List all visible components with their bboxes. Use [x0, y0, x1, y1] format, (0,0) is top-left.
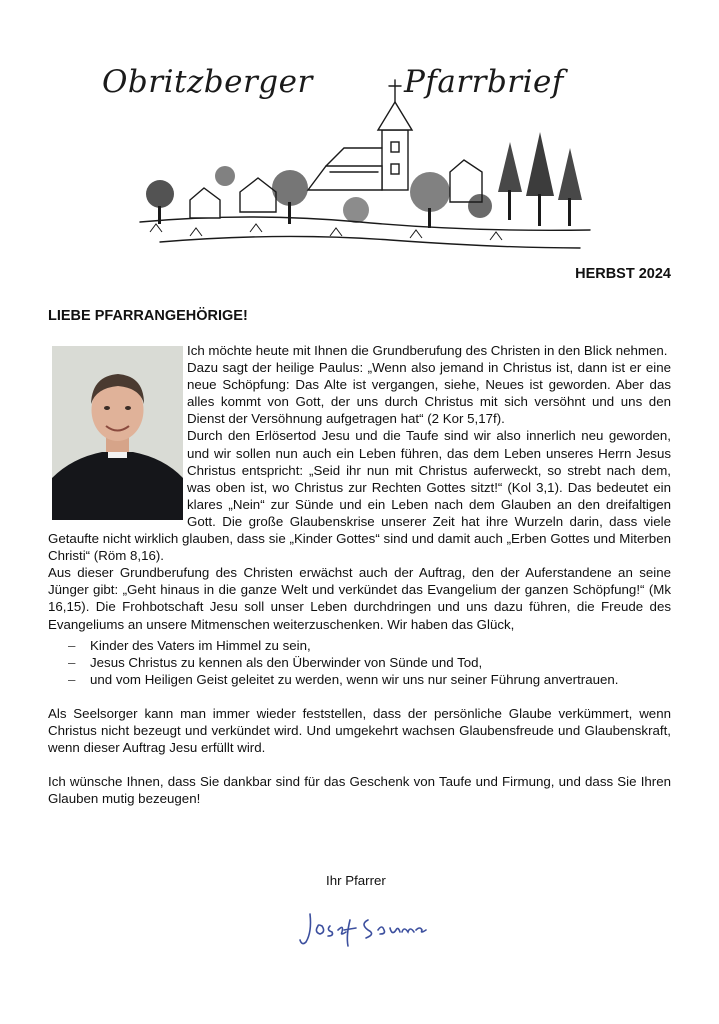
list-item: – und vom Heiligen Geist geleitet zu werden, wenn wir uns nur seiner Führung anvertrauen.: [68, 671, 671, 688]
paragraph: Ich möchte heute mit Ihnen die Grundberufung des Christen in den Blick nehmen.: [187, 343, 668, 358]
issue-season: HERBST 2024: [575, 266, 671, 282]
list-item: – Jesus Christus zu kennen als den Überwinder von Sünde und Tod,: [68, 654, 671, 671]
paragraph: Dazu sagt der heilige Paulus: „Wenn also jemand in Christus ist, dann ist er eine neue Schöpfung: Das Alte ist vergangen, siehe, Neues ist geworden. Aber das alles kommt von Gott, der uns durch Christus mit sich versöhnt und uns den Dienst der Versöhnung aufgetragen hat“ (2 Kor 5,17f).: [187, 360, 671, 427]
closing-line: Ihr Pfarrer: [326, 873, 386, 888]
letter-body: [48, 342, 671, 807]
paragraph: Ich wünsche Ihnen, dass Sie dankbar sind für das Geschenk von Taufe und Firmung, und dass Sie Ihren Glauben mutig bezeugen!: [48, 774, 671, 807]
blessings-list: [48, 637, 671, 688]
masthead-title-left: Obritzberger: [102, 64, 313, 100]
greeting-heading: LIEBE PFARRANGEHÖRIGE!: [48, 308, 248, 324]
signature-icon: [296, 902, 430, 952]
paragraph: Aus dieser Grundberufung des Christen erwächst auch der Auftrag, den der Auferstandene an seine Jünger gibt: „Geht hinaus in die ganze Welt und verkündet das Evangelium der ganzen Schöpfung!“ (Mk 16,15). Die Frohbotschaft Jesu soll unser Leben durchdringen und uns dazu führen, die Freude des Evangeliums an unsere Mitmenschen weiterzuschenken. Wir haben das Glück,: [48, 565, 671, 632]
paragraph: Als Seelsorger kann man immer wieder feststellen, dass der persönliche Glaube verkümmert, wenn Christus nicht bezeugt und verkündet wird. Und umgekehrt wachsen Glaubensfreude und Glaubenskraft, wenn dieser Auftrag Jesu erfüllt wird.: [48, 705, 671, 756]
photo-spacer: [48, 342, 187, 524]
paragraph: Durch den Erlösertod Jesu und die Taufe sind wir also innerlich neu geworden, und wir sollen nun auch ein Leben führen, das dem Leben unseres Herrn Jesus Christus entspricht: „Seid ihr nun mit Christus auferweckt, so strebt nach dem, was oben ist, wo Christus zur Rechten Gottes sitzt!“ (Kol 3,1). Das bedeutet ein klares „Nein“ zur Sünde und ein Leben nach dem Glauben an den dreifaltigen Gott. Die große Glaubenskrise unserer Zeit hat ihre Wurzeln darin, dass viele Getaufte nicht wirklich glauben, dass sie „Kinder Gottes“ sind und damit auch „Erben Gottes und Miterben Christi“ (Röm 8,16).: [48, 428, 671, 564]
masthead: [96, 52, 626, 252]
list-item: – Kinder des Vaters im Himmel zu sein,: [68, 637, 671, 654]
masthead-title-right: Pfarrbrief: [404, 64, 564, 100]
